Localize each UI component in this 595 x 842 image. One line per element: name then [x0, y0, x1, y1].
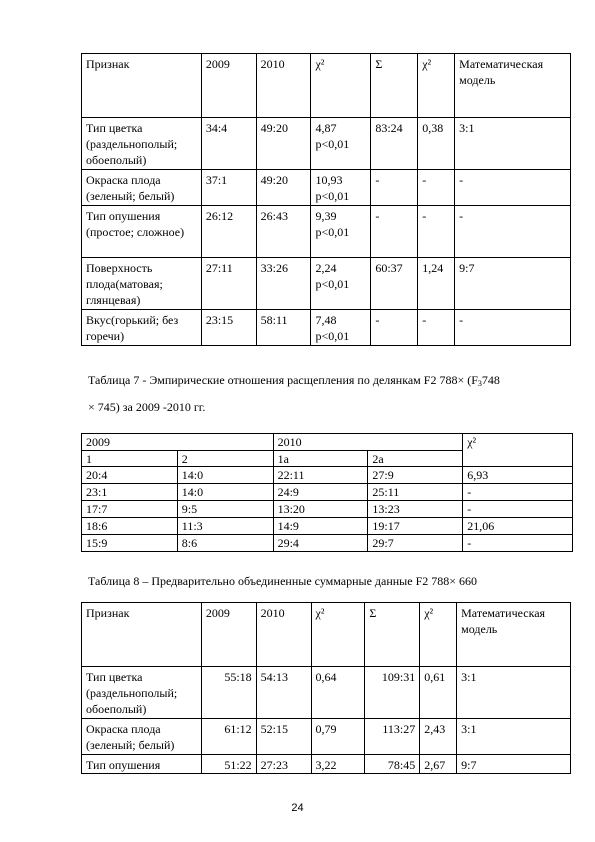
- value-cell: 27:23: [256, 755, 311, 774]
- caption-text: 748: [481, 373, 500, 387]
- value-cell: 37:1: [201, 170, 256, 206]
- caption-text: Таблица 7 - Эмпирические отношения расщепления по делянкам F2 788× (F: [88, 373, 478, 387]
- table7-caption-line2: × 745) за 2009 -2010 гг.: [88, 400, 206, 414]
- value-cell: 22:11: [273, 467, 368, 484]
- trait-cell: Тип опушения (простое; сложное): [82, 206, 202, 258]
- value-cell: 49:20: [256, 118, 311, 170]
- value-cell: 13:23: [368, 501, 463, 518]
- value-cell: 14:0: [177, 484, 273, 501]
- split-ratio-table: [81, 433, 573, 552]
- value-cell: -: [463, 535, 573, 552]
- table-row: [82, 258, 571, 310]
- value-cell: 26:12: [201, 206, 256, 258]
- header-cell: 2010: [256, 603, 311, 667]
- header-cell: 2009: [82, 434, 274, 451]
- value-cell: 11:3: [177, 518, 273, 535]
- value-cell: 3:1: [457, 719, 571, 755]
- value-cell: 3:1: [455, 118, 571, 170]
- table-row: [82, 501, 573, 518]
- value-cell: 9:5: [177, 501, 273, 518]
- table-row: [82, 310, 571, 346]
- value-cell: 0,38: [418, 118, 455, 170]
- value-cell: 3:1: [457, 667, 571, 719]
- value-cell: 9:7: [457, 755, 571, 774]
- value-cell: 0,79: [311, 719, 365, 755]
- subheader-cell: 1: [82, 451, 178, 467]
- value-cell: 9,39 p<0,01: [311, 206, 371, 258]
- header-cell: Признак: [82, 54, 202, 118]
- table-row: [82, 484, 573, 501]
- header-cell: Математическая модель: [455, 54, 571, 118]
- value-cell: -: [455, 206, 571, 258]
- value-cell: 20:4: [82, 467, 178, 484]
- header-cell: χ²: [311, 54, 371, 118]
- value-cell: -: [463, 501, 573, 518]
- header-cell: χ²: [311, 603, 365, 667]
- value-cell: 17:7: [82, 501, 178, 518]
- header-cell: 2010: [273, 434, 463, 451]
- caption-subscript: 3: [477, 379, 482, 388]
- header-cell: Σ: [371, 54, 418, 118]
- value-cell: 54:13: [256, 667, 311, 719]
- trait-cell: Окраска плода (зеленый; белый): [82, 719, 202, 755]
- value-cell: 7,48 p<0,01: [311, 310, 371, 346]
- trait-cell: Тип цветка (раздельнополый; обоеполый): [82, 667, 202, 719]
- subheader-cell: 2a: [368, 451, 463, 467]
- value-cell: 78:45: [365, 755, 420, 774]
- value-cell: 13:20: [273, 501, 368, 518]
- value-cell: 58:11: [256, 310, 311, 346]
- table7-caption-line1: [88, 372, 500, 392]
- header-cell: χ²: [418, 54, 455, 118]
- header-cell: 2009: [201, 54, 256, 118]
- header-cell: Признак: [82, 603, 202, 667]
- value-cell: 15:9: [82, 535, 178, 552]
- value-cell: 83:24: [371, 118, 418, 170]
- value-cell: 61:12: [201, 719, 256, 755]
- value-cell: -: [463, 484, 573, 501]
- page-number: 24: [291, 802, 304, 814]
- value-cell: 2,43: [420, 719, 457, 755]
- header-cell: 2010: [256, 54, 311, 118]
- table-header-row: [82, 603, 571, 667]
- value-cell: 2,24 p<0,01: [311, 258, 371, 310]
- header-cell: Математическая модель: [457, 603, 571, 667]
- trait-table-bottom: [81, 602, 571, 774]
- value-cell: 10,93 p<0,01: [311, 170, 371, 206]
- value-cell: 3,22: [311, 755, 365, 774]
- value-cell: 52:15: [256, 719, 311, 755]
- value-cell: 19:17: [368, 518, 463, 535]
- table-row: [82, 518, 573, 535]
- trait-cell: Вкус(горький; без горечи): [82, 310, 202, 346]
- subheader-cell: 2: [177, 451, 273, 467]
- value-cell: -: [455, 170, 571, 206]
- value-cell: 25:11: [368, 484, 463, 501]
- value-cell: -: [371, 206, 418, 258]
- trait-table-top: [81, 53, 571, 346]
- value-cell: 6,93: [463, 467, 573, 484]
- value-cell: 34:4: [201, 118, 256, 170]
- table-row: [82, 535, 573, 552]
- subheader-cell: 1a: [273, 451, 368, 467]
- value-cell: 51:22: [201, 755, 256, 774]
- value-cell: -: [455, 310, 571, 346]
- value-cell: 2,67: [420, 755, 457, 774]
- value-cell: 55:18: [201, 667, 256, 719]
- value-cell: 8:6: [177, 535, 273, 552]
- value-cell: 113:27: [365, 719, 420, 755]
- value-cell: 23:1: [82, 484, 178, 501]
- value-cell: 18:6: [82, 518, 178, 535]
- header-cell: χ²: [463, 434, 573, 467]
- value-cell: 4,87 p<0,01: [311, 118, 371, 170]
- value-cell: -: [371, 170, 418, 206]
- value-cell: 14:9: [273, 518, 368, 535]
- table-row: [82, 118, 571, 170]
- value-cell: 29:4: [273, 535, 368, 552]
- header-cell: 2009: [201, 603, 256, 667]
- table8-caption: Таблица 8 – Предварительно объединенные суммарные данные F2 788× 660: [88, 574, 478, 588]
- value-cell: 33:26: [256, 258, 311, 310]
- trait-cell: Поверхность плода(матовая; глянцевая): [82, 258, 202, 310]
- value-cell: 24:9: [273, 484, 368, 501]
- value-cell: -: [418, 310, 455, 346]
- value-cell: 29:7: [368, 535, 463, 552]
- trait-cell: Тип опушения: [82, 755, 202, 774]
- header-cell: Σ: [365, 603, 420, 667]
- value-cell: 27:11: [201, 258, 256, 310]
- table-header-row: [82, 54, 571, 118]
- value-cell: 21,06: [463, 518, 573, 535]
- value-cell: 109:31: [365, 667, 420, 719]
- table-row: [82, 206, 571, 258]
- value-cell: 27:9: [368, 467, 463, 484]
- trait-cell: Тип цветка (раздельнополый; обоеполый): [82, 118, 202, 170]
- value-cell: 23:15: [201, 310, 256, 346]
- value-cell: -: [371, 310, 418, 346]
- value-cell: 60:37: [371, 258, 418, 310]
- trait-cell: Окраска плода (зеленый; белый): [82, 170, 202, 206]
- header-cell: χ²: [420, 603, 457, 667]
- table-row: [82, 467, 573, 484]
- table-header-row: [82, 434, 573, 451]
- table-row: [82, 755, 571, 774]
- value-cell: 1,24: [418, 258, 455, 310]
- table-row: [82, 719, 571, 755]
- value-cell: -: [418, 170, 455, 206]
- value-cell: 49:20: [256, 170, 311, 206]
- value-cell: 26:43: [256, 206, 311, 258]
- value-cell: -: [418, 206, 455, 258]
- value-cell: 0,61: [420, 667, 457, 719]
- value-cell: 9:7: [455, 258, 571, 310]
- table-row: [82, 170, 571, 206]
- value-cell: 14:0: [177, 467, 273, 484]
- table-row: [82, 667, 571, 719]
- value-cell: 0,64: [311, 667, 365, 719]
